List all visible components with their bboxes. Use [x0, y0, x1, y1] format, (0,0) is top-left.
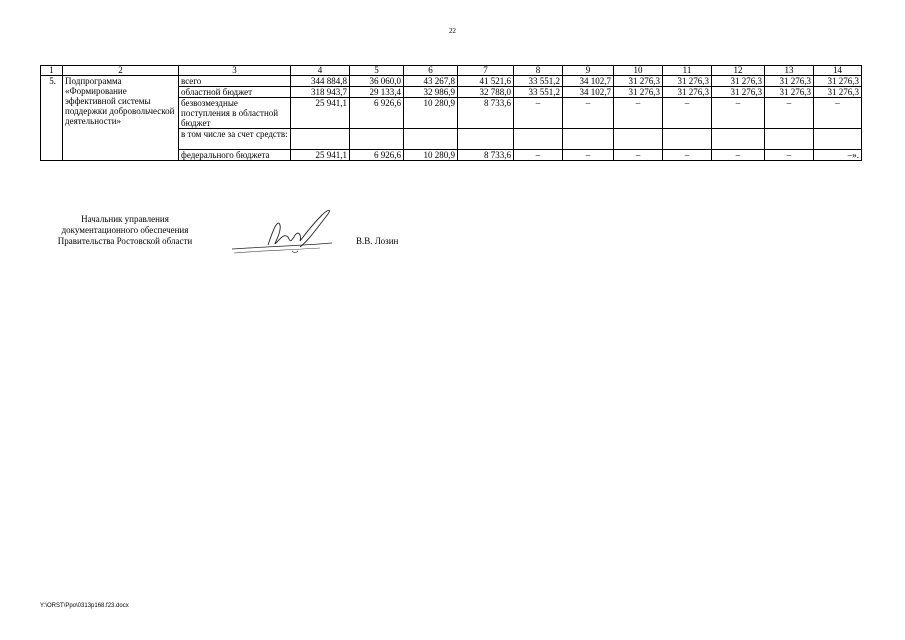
row-label: в том числе за счет средств:	[179, 129, 291, 150]
table-cell: 29 133,4	[350, 87, 404, 98]
table-cell: 10 280,9	[404, 98, 458, 129]
table-cell: 25 941,1	[291, 98, 350, 129]
position-line: документационного обеспечения	[61, 225, 189, 235]
program-name: Подпрограмма «Формирование эффективной системы поддержки добровольческой деятельности»	[63, 76, 179, 161]
table-cell	[712, 129, 765, 150]
table-cell: 6 926,6	[350, 98, 404, 129]
table-cell: 31 276,3	[814, 87, 862, 98]
table-cell: –».	[814, 150, 862, 161]
file-path: Y:\ORST\Ppo\0313p168.f23.docx	[40, 603, 129, 609]
table-cell: 31 276,3	[765, 87, 814, 98]
table-cell	[663, 129, 712, 150]
table-cell	[514, 129, 563, 150]
column-header: 12	[712, 66, 765, 76]
row-label: всего	[179, 76, 291, 87]
budget-table	[40, 65, 862, 161]
table-cell: 32 788,0	[458, 87, 514, 98]
table-cell: 33 551,2	[514, 76, 563, 87]
row-label: областной бюджет	[179, 87, 291, 98]
table-cell: 8 733,6	[458, 150, 514, 161]
position-line: Начальник управления	[81, 214, 169, 224]
table-cell: 31 276,3	[614, 76, 663, 87]
table-cell	[765, 129, 814, 150]
table-cell: 6 926,6	[350, 150, 404, 161]
table-cell	[814, 129, 862, 150]
table-cell: 31 276,3	[663, 76, 712, 87]
table-cell: –	[765, 150, 814, 161]
table-cell: 32 986,9	[404, 87, 458, 98]
table-cell	[563, 129, 614, 150]
table-cell: –	[563, 98, 614, 129]
column-header: 5	[350, 66, 404, 76]
column-header: 4	[291, 66, 350, 76]
table-cell: –	[514, 150, 563, 161]
table-cell	[458, 129, 514, 150]
table-cell: 31 276,3	[712, 87, 765, 98]
table-cell: 33 551,2	[514, 87, 563, 98]
table-cell	[350, 129, 404, 150]
table-cell: 10 280,9	[404, 150, 458, 161]
table-cell: 31 276,3	[663, 87, 712, 98]
signatory-position	[40, 214, 210, 247]
table-cell	[614, 129, 663, 150]
column-header: 2	[63, 66, 179, 76]
table-cell: 344 884,8	[291, 76, 350, 87]
table-cell: –	[712, 150, 765, 161]
signatory-name: В.В. Лозин	[356, 236, 399, 246]
column-header: 10	[614, 66, 663, 76]
column-header: 9	[563, 66, 614, 76]
table-cell: 43 267,8	[404, 76, 458, 87]
table-cell	[404, 129, 458, 150]
column-number-row	[41, 66, 862, 76]
table-cell: 8 733,6	[458, 98, 514, 129]
table-cell: 41 521,6	[458, 76, 514, 87]
column-header: 3	[179, 66, 291, 76]
row-number: 5.	[41, 76, 63, 161]
table-cell: 31 276,3	[814, 76, 862, 87]
column-header: 14	[814, 66, 862, 76]
table-cell: 31 276,3	[614, 87, 663, 98]
table-cell: 31 276,3	[712, 76, 765, 87]
table-cell: 34 102,7	[563, 87, 614, 98]
table-cell: –	[663, 150, 712, 161]
table-cell: –	[712, 98, 765, 129]
table-cell: –	[814, 98, 862, 129]
table-cell: –	[663, 98, 712, 129]
row-label: безвозмездные поступления в областной бюджет	[179, 98, 291, 129]
position-line: Правительства Ростовской области	[57, 236, 193, 246]
column-header: 11	[663, 66, 712, 76]
table-cell: –	[514, 98, 563, 129]
table-cell: –	[563, 150, 614, 161]
table-cell	[291, 129, 350, 150]
page-number: 22	[449, 27, 456, 35]
table-cell: –	[614, 98, 663, 129]
table-cell: 36 060,0	[350, 76, 404, 87]
column-header: 13	[765, 66, 814, 76]
handwritten-signature	[228, 207, 338, 257]
column-header: 7	[458, 66, 514, 76]
table-row	[41, 76, 862, 87]
table-cell: 25 941,1	[291, 150, 350, 161]
row-label: федерального бюджета	[179, 150, 291, 161]
table-cell: 31 276,3	[765, 76, 814, 87]
table-cell: –	[765, 98, 814, 129]
table-cell: –	[614, 150, 663, 161]
column-header: 1	[41, 66, 63, 76]
table-cell: 318 943,7	[291, 87, 350, 98]
table-cell: 34 102,7	[563, 76, 614, 87]
column-header: 8	[514, 66, 563, 76]
column-header: 6	[404, 66, 458, 76]
